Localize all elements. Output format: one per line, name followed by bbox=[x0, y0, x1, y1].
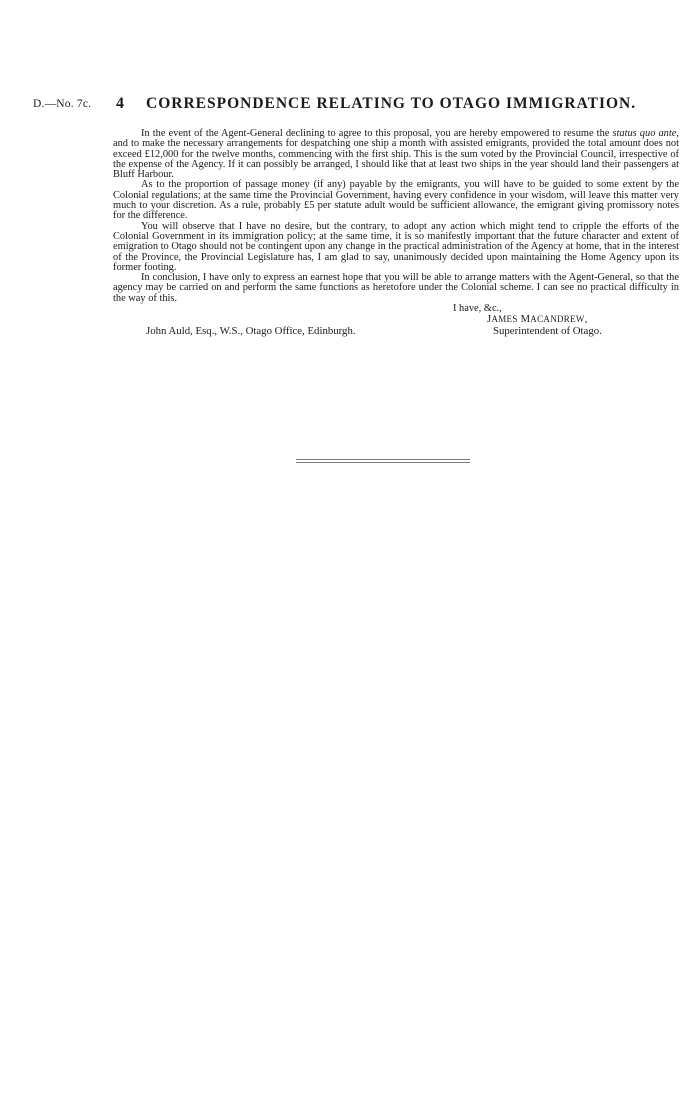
section-divider-bottom bbox=[296, 462, 470, 463]
paragraph-1-text-a: In the event of the Agent-General declining to agree to this proposal, you are hereby empowered to resume the bbox=[141, 128, 613, 139]
addressee: John Auld, Esq., W.S., Otago Office, Edinburgh. bbox=[146, 325, 356, 338]
paragraph-1-text-b: , and to make the necessary arrangements for despatching one ship a month with assisted emigrants, provided the total amount does not exceed £12,000 for the twelve months, commencing with the first ship. This is the sum voted by the Provincial Council, irrespective of the expense of the Agency. If it can possibly be arranged, I should like that at least two ships in the year should land their passengers at Bluff Harbour. bbox=[113, 128, 679, 181]
paragraph-1-italic: status quo ante bbox=[612, 128, 677, 139]
paragraph-4: In conclusion, I have only to express an earnest hope that you will be able to arrange matters with the Agent-General, so that the agency may be carried on and perform the same functions as heretofore under the Colonial scheme. I can see no practical difficulty in the way of this. bbox=[113, 272, 679, 304]
paragraph-1 bbox=[113, 129, 679, 180]
page-number: 4 bbox=[116, 95, 124, 112]
letter-body bbox=[113, 129, 679, 348]
signer-title: Superintendent of Otago. bbox=[493, 325, 602, 338]
page-title: CORRESPONDENCE RELATING TO OTAGO IMMIGRATION. bbox=[146, 95, 637, 112]
paragraph-3: You will observe that I have no desire, but the contrary, to adopt any action which might tend to cripple the efforts of the Colonial Government in its immigration policy; at the same time, it is so manifestly important that the future character and extent of emigration to Otago should not be contingent upon any change in the practical administration of the Agency at home, that in the interest of the Province, the Provincial Legislature has, I am glad to say, unanimously decided upon maintaining the Home Agency upon its former footing. bbox=[113, 220, 679, 273]
paragraph-2: As to the proportion of passage money (if any) payable by the emigrants, you will have to be guided to some extent by the Colonial regulations; at the same time the Provincial Government, having every confidence in your wisdom, will leave this matter very much to your discretion. As a rule, probably £5 per statute adult would be sufficient allowance, the emigrant giving promissory notes for the difference. bbox=[113, 179, 679, 222]
running-head bbox=[33, 95, 673, 115]
signer-name bbox=[487, 314, 588, 325]
signer-last-name: MACANDREW bbox=[520, 314, 585, 326]
section-divider-top bbox=[296, 459, 470, 460]
signer-first-name: JAMES bbox=[487, 314, 518, 326]
salutation: I have, &c., bbox=[453, 303, 502, 315]
letter-closing bbox=[113, 304, 679, 348]
signer-punct: , bbox=[584, 314, 588, 326]
document-number: D.—No. 7c. bbox=[33, 98, 92, 110]
